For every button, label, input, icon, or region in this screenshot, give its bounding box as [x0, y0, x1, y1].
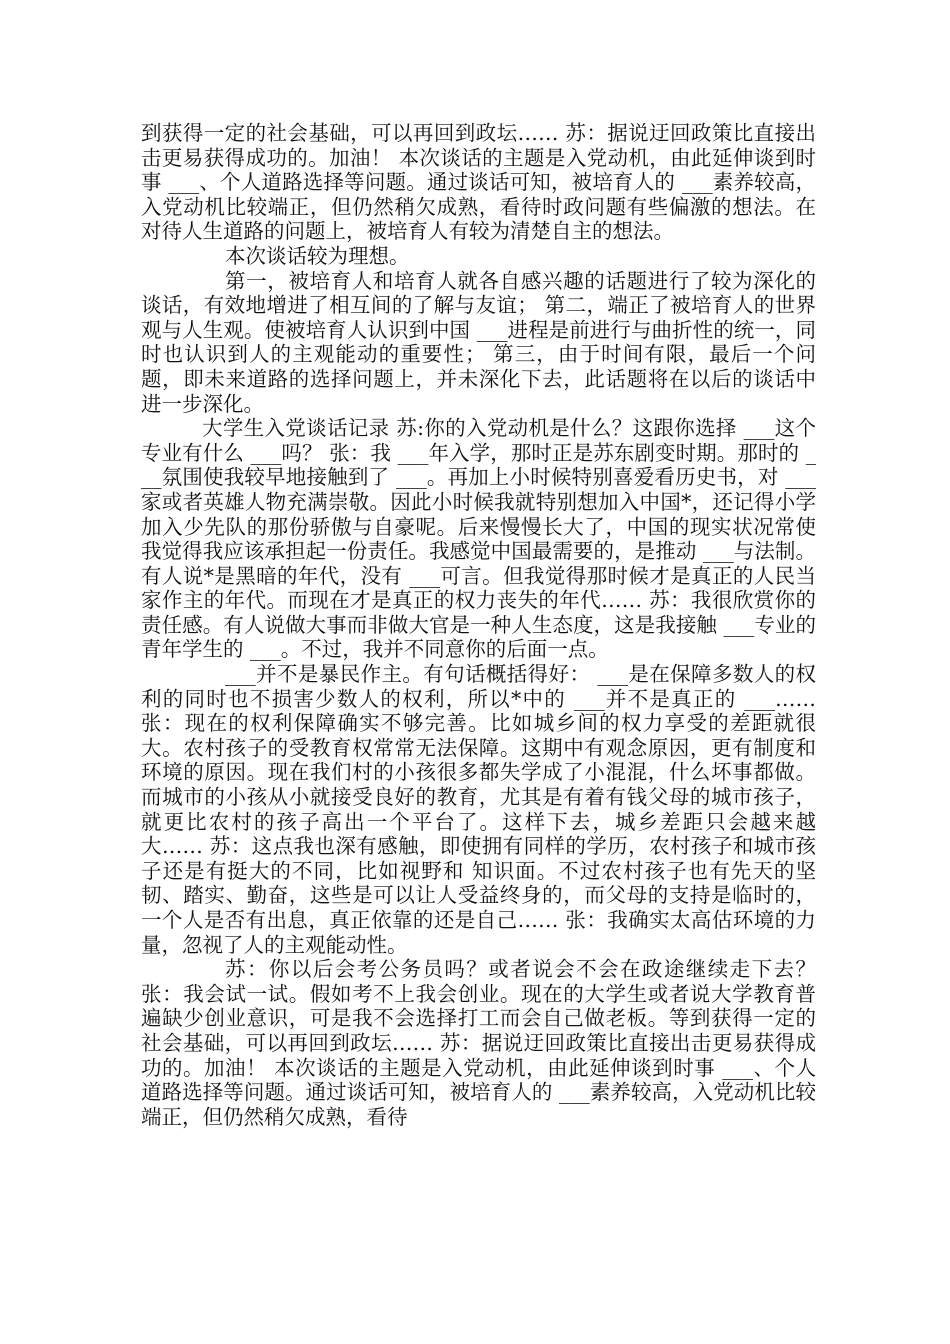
paragraph-5: ___并不是暴民作主。有句话概括得好： ___是在保障多数人的权利的同时也不损害少数人的权利，所以*中的 ___并不是真正的 ___…… 张：现在的权利保障确实不够完善。比如城乡间的权力享受的差距就很大。农村孩子的受教育权常常无法保障。这期中有观念原因，更有制度和环境的原因。现在我们村的小孩很多都失学成了小混混，什么坏事都做。而城市的小孩从小就接受良好的教育，尤其是有着有钱父母的城市孩子，就更比农村的孩子高出一个平台了。这样下去，城乡差距只会越来越大…… 苏：这点我也深有感触，即使拥有同样的学历，农村孩子和城市孩子还是有挺大的不同，比如视野和 知识面。不过农村孩子也有先天的坚韧、踏实、勤奋，这些是可以让人受益终身的，而父母的支持是临时的，一个人是否有出息，真正依靠的还是自己…… 张：我确实太高估环境的力量，忽视了人的主观能动性。 — [141, 662, 816, 957]
paragraph-1: 到获得一定的社会基础，可以再回到政坛…… 苏：据说迂回政策比直接出击更易获得成功的。加油！ 本次谈话的主题是入党动机，由此延伸谈到时事 ___、个人道路选择等问题。通过谈话可知，被培育人的 ___素养较高，入党动机比较端正，但仍然稍欠成熟，看待时政问题有些偏激的想法。在对待人生道路的问题上，被培育人有较为清楚自主的想法。 — [141, 121, 816, 244]
paragraph-3: 第一，被培育人和培育人就各自感兴趣的话题进行了较为深化的谈话，有效地增进了相互间的了解与友谊； 第二，端正了被培育人的世界观与人生观。使被培育人认识到中国 ___进程是前进行与曲折性的统一，同时也认识到人的主观能动的重要性； 第三，由于时间有限，最后一个问题，即未来道路的选择问题上，并未深化下去，此话题将在以后的谈话中进一步深化。 — [141, 268, 816, 416]
paragraph-6: 苏：你以后会考公务员吗？或者说会不会在政途继续走下去？ 张：我会试一试。假如考不上我会创业。现在的大学生或者说大学教育普遍缺少创业意识，可是我不会选择打工而会自己做老板。等到获得一定的社会基础，可以再回到政坛…… 苏：据说迂回政策比直接出击更易获得成功的。加油！ 本次谈话的主题是入党动机，由此延伸谈到时事 ___、个人道路选择等问题。通过谈话可知，被培育人的 ___素养较高，入党动机比较端正，但仍然稍欠成熟，看待 — [141, 957, 816, 1129]
paragraph-2: 本次谈话较为理想。 — [225, 243, 410, 268]
paragraph-4: 大学生入党谈话记录 苏:你的入党动机是什么？这跟你选择 ___这个专业有什么 ___吗？ 张：我 ___年入学，那时正是苏东剧变时期。那时的 ___氛围使我较早地接触到了 ___。再加上小时候特别喜爱看历史书，对 ___家或者英雄人物充满崇敬。因此小时候我就特别想加入中国*，还记得小学加入少先队的那份骄傲与自豪呢。后来慢慢长大了，中国的现实状况常使我觉得我应该承担起一份责任。我感觉中国最需要的，是推动 ___与法制。有人说*是黑暗的年代，没有 ___可言。但我觉得那时候才是真正的人民当家作主的年代。而现在才是真正的权力丧失的年代…… 苏：我很欣赏你的责任感。有人说做大事而非做大官是一种人生态度，这是我接触 ___专业的青年学生的 ___。不过，我并不同意你的后面一点。 — [141, 416, 816, 662]
document-body — [141, 121, 816, 1129]
